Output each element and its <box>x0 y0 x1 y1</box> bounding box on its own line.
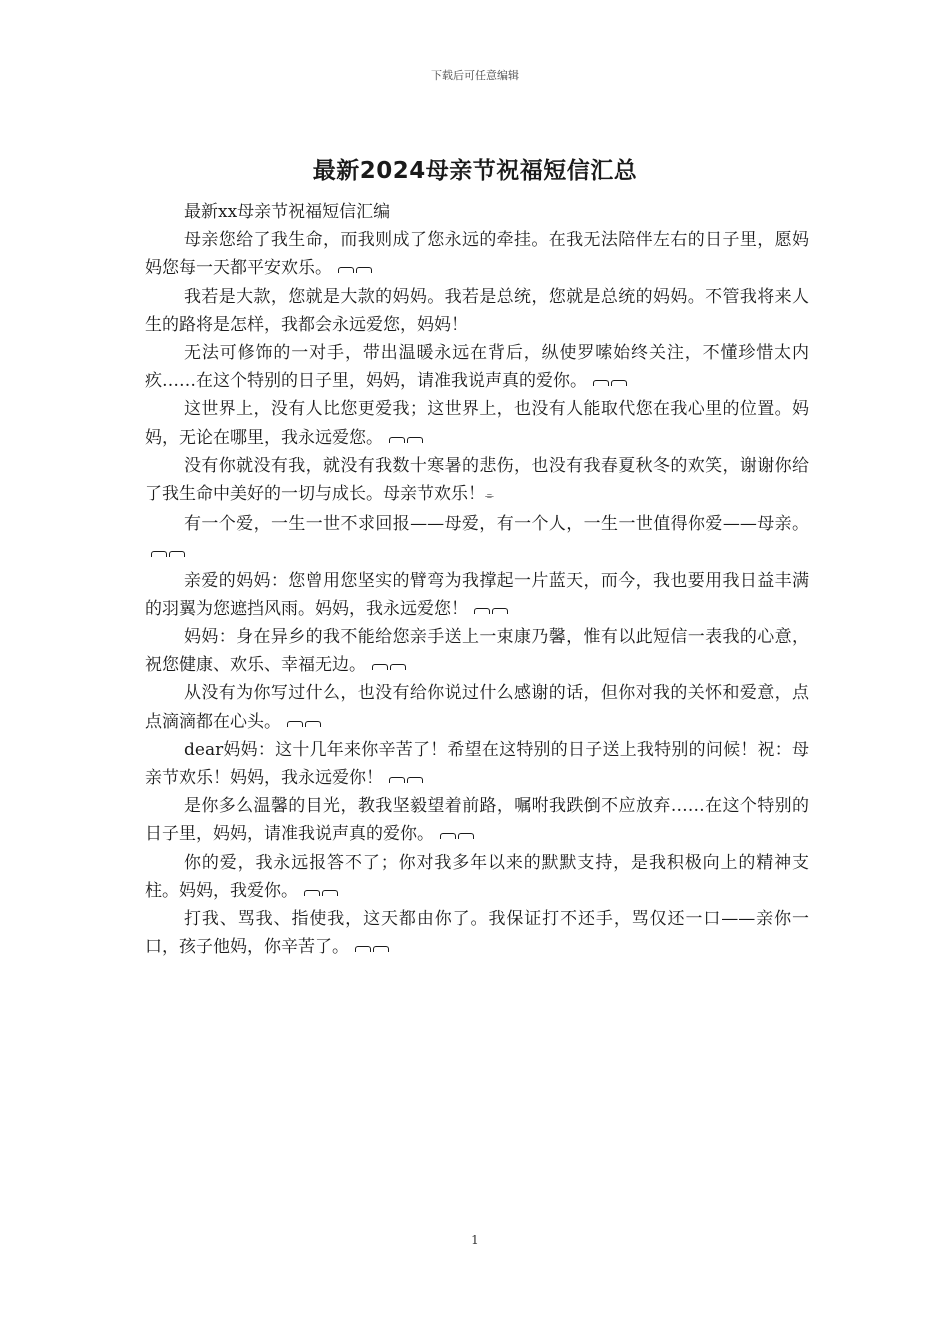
paragraph-text: 亲爱的妈妈：您曾用您坚实的臂弯为我撑起一片蓝天，而今，我也要用我日益丰满的羽翼为您遮挡风雨。妈妈，我永远爱您！ <box>145 570 809 619</box>
paragraph <box>145 510 809 566</box>
paragraph-text: 你的爱，我永远报答不了；你对我多年以来的默默支持，是我积极向上的精神支柱。妈妈，我爱你。 <box>145 852 809 901</box>
decorative-mark-icon <box>355 946 391 952</box>
paragraph <box>145 452 809 510</box>
decorative-mark-icon <box>151 551 187 557</box>
paragraph-text: 妈妈：身在异乡的我不能给您亲手送上一束康乃馨，惟有以此短信一表我的心意，祝您健康、欢乐、幸福无边。 <box>145 627 809 676</box>
decorative-mark-icon <box>593 380 629 386</box>
decorative-mark-icon <box>474 608 510 614</box>
paragraph <box>145 792 809 848</box>
paragraph <box>145 395 809 451</box>
paragraph-text: 打我、骂我、指使我，这天都由你了。我保证打不还手，骂仅还一口——亲你一口，孩子他妈，你辛苦了。 <box>145 909 809 958</box>
decorative-mark-icon <box>372 664 408 670</box>
paragraph-text: 没有你就没有我，就没有我数十寒暑的悲伤，也没有我春夏秋冬的欢笑，谢谢你给了我生命中美好的一切与成长。母亲节欢乐！ <box>145 455 809 505</box>
paragraph <box>145 905 809 961</box>
document-body <box>145 198 809 961</box>
paragraph-text: 我若是大款，您就是大款的妈妈。我若是总统，您就是总统的妈妈。不管我将来人生的路将是怎样，我都会永远爱您，妈妈！ <box>145 286 809 335</box>
decorative-mark-icon <box>304 890 340 896</box>
paragraph-text: 有一个爱，一生一世不求回报——母爱，有一个人，一生一世值得你爱——母亲。 <box>184 514 809 535</box>
paragraph <box>145 283 809 339</box>
paragraph <box>145 849 809 905</box>
decorative-mark-icon <box>440 833 476 839</box>
header-note: 下载后可任意编辑 <box>431 69 519 82</box>
decorative-mark-icon <box>338 267 374 273</box>
paragraph-text: 从没有为你写过什么，也没有给你说过什么感谢的话，但你对我的关怀和爱意，点点滴滴都在心头。 <box>145 683 809 732</box>
page-number: 1 <box>471 1233 479 1247</box>
paragraph-suffix: ⌯ <box>485 489 494 503</box>
paragraph-text: 无法可修饰的一对手，带出温暖永远在背后，纵使罗嗦始终关注，不懂珍惜太内疚……在这个特别的日子里，妈妈，请准我说声真的爱你。 <box>145 343 809 392</box>
paragraph-text: 这世界上，没有人比您更爱我；这世界上，也没有人能取代您在我心里的位置。妈妈，无论在哪里，我永远爱您。 <box>145 399 809 448</box>
paragraph <box>145 567 809 623</box>
paragraph <box>145 339 809 395</box>
paragraph-text: 最新xx母亲节祝福短信汇编 <box>184 202 391 222</box>
paragraph-text: 母亲您给了我生命，而我则成了您永远的牵挂。在我无法陪伴左右的日子里，愿妈妈您每一天都平安欢乐。 <box>145 230 809 279</box>
paragraph <box>145 679 809 735</box>
document-title: 最新2024母亲节祝福短信汇总 <box>312 158 638 184</box>
paragraph <box>145 198 809 226</box>
paragraph <box>145 226 809 282</box>
paragraph <box>145 736 809 792</box>
decorative-mark-icon <box>287 721 323 727</box>
paragraph-text: 是你多么温馨的目光，教我坚毅望着前路，嘱咐我跌倒不应放弃……在这个特别的日子里，妈妈，请准我说声真的爱你。 <box>145 796 809 845</box>
decorative-mark-icon <box>389 437 425 443</box>
paragraph <box>145 623 809 679</box>
decorative-mark-icon <box>389 777 425 783</box>
paragraph-text: dear妈妈：这十几年来你辛苦了！希望在这特别的日子送上我特别的问候！祝：母亲节欢乐！妈妈，我永远爱你！ <box>145 739 809 789</box>
